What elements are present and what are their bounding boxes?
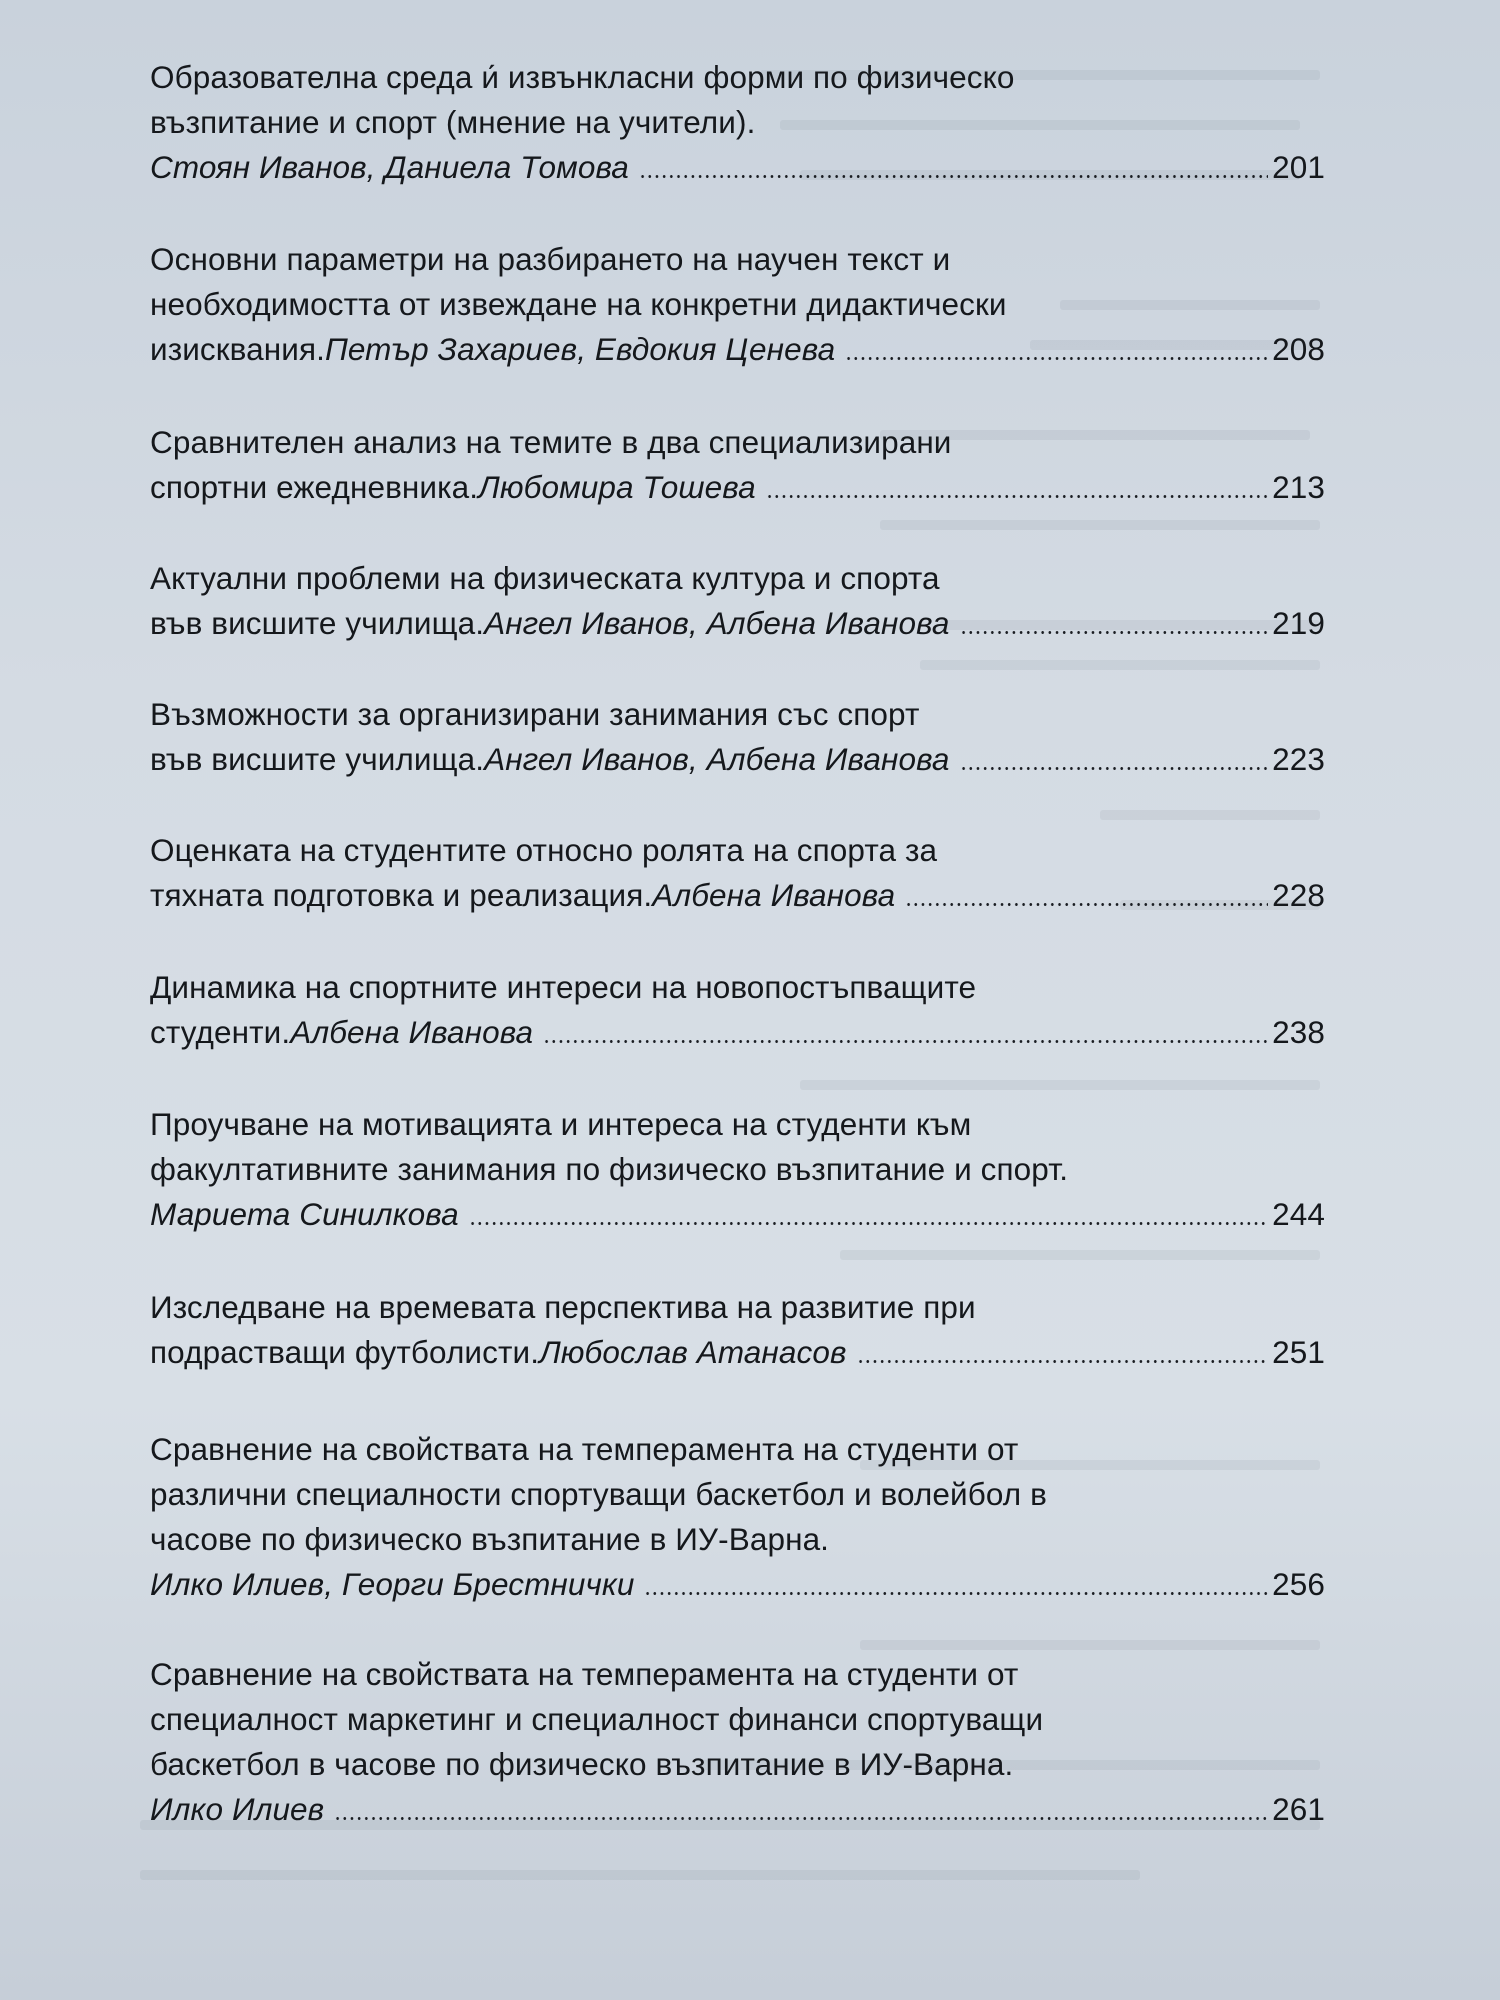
entry-authors: Любомира Тошева (478, 469, 756, 505)
toc-entry (150, 1285, 1325, 1375)
entry-authors: Илко Илиев, Георги Брестнички (150, 1566, 635, 1602)
entry-title-line: Основни параметри на разбирането на научен текст и (150, 241, 951, 277)
entry-title-lead: тяхната подготовка и реализация. (150, 877, 653, 913)
toc-entry (150, 1102, 1325, 1237)
entry-page-number: 244 (1272, 1196, 1325, 1232)
dot-leader (960, 750, 1269, 770)
entry-authors: Любослав Атанасов (539, 1334, 847, 1370)
entry-title-line: Възможности за организирани занимания със спорт (150, 696, 920, 732)
entry-authors: Мариета Синилкова (150, 1196, 459, 1232)
entry-authors: Стоян Иванов, Даниела Томова (150, 149, 629, 185)
entry-title-line: необходимостта от извеждане на конкретни дидактически (150, 286, 1007, 322)
entry-page-number: 256 (1272, 1566, 1325, 1602)
entry-page-number: 261 (1272, 1791, 1325, 1827)
entry-author-line (150, 1330, 1325, 1375)
entry-author-line (150, 873, 1325, 918)
entry-page-number: 213 (1272, 469, 1325, 505)
toc-entry (150, 965, 1325, 1055)
entry-authors: Ангел Иванов, Албена Иванова (484, 605, 950, 641)
entry-title-line: баскетбол в часове по физическо възпитание в ИУ-Варна. (150, 1746, 1014, 1782)
entry-page-number: 238 (1272, 1014, 1325, 1050)
entry-title-line: Актуални проблеми на физическата култура и спорта (150, 560, 940, 596)
entry-title-line: специалност маркетинг и специалност финанси спортуващи (150, 1701, 1044, 1737)
entry-title-line: Проучване на мотивацията и интереса на студенти към (150, 1106, 972, 1142)
entry-authors: Албена Иванова (652, 877, 896, 913)
entry-title-line: Сравнителен анализ на темите в два специализирани (150, 424, 952, 460)
entry-author-line (150, 327, 1325, 372)
toc-entry (150, 828, 1325, 918)
entry-author-line (150, 1010, 1325, 1055)
entry-page-number: 223 (1272, 741, 1325, 777)
entry-title-line: Образователна среда и́ извънкласни форми по физическо (150, 59, 1015, 95)
toc-entry (150, 556, 1325, 646)
entry-title-line: различни специалности спортуващи баскетбол и волейбол в (150, 1476, 1047, 1512)
entry-title-line: часове по физическо възпитание в ИУ-Варна. (150, 1521, 830, 1557)
dot-leader (639, 158, 1268, 178)
entry-authors: Албена Иванова (290, 1014, 534, 1050)
entry-title-line: Сравнение на свойствата на темперамента на студенти от (150, 1431, 1019, 1467)
dot-leader (469, 1205, 1268, 1225)
entry-page-number: 228 (1272, 877, 1325, 913)
entry-author-line (150, 145, 1325, 190)
entry-authors: Илко Илиев (150, 1791, 325, 1827)
entry-title-lead: студенти. (150, 1014, 291, 1050)
entry-title-line: Сравнение на свойствата на темперамента на студенти от (150, 1656, 1019, 1692)
toc-entry (150, 420, 1325, 510)
entry-title-line: възпитание и спорт (мнение на учители). (150, 104, 756, 140)
entry-title-lead: във висшите училища. (150, 605, 485, 641)
entry-author-line (150, 737, 1325, 782)
entry-authors: Петър Захариев, Евдокия Ценева (324, 331, 836, 367)
entry-title-line: Динамика на спортните интереси на новопостъпващите (150, 969, 977, 1005)
toc-entry (150, 1652, 1325, 1832)
entry-page-number: 208 (1272, 331, 1325, 367)
entry-title-lead: във висшите училища. (150, 741, 485, 777)
entry-page-number: 201 (1272, 149, 1325, 185)
entry-author-line (150, 465, 1325, 510)
dot-leader (905, 886, 1268, 906)
toc-entry (150, 237, 1325, 372)
entry-author-line (150, 601, 1325, 646)
toc-entry (150, 1427, 1325, 1607)
entry-title-lead: изисквания. (150, 331, 325, 367)
entry-title-lead: спортни ежедневника. (150, 469, 479, 505)
entry-author-line (150, 1192, 1325, 1237)
dot-leader (857, 1343, 1269, 1363)
entry-title-line: Изследване на времевата перспектива на развитие при (150, 1289, 976, 1325)
entry-title-line: Оценката на студентите относно ролята на спорта за (150, 832, 938, 868)
dot-leader (960, 614, 1269, 634)
entry-page-number: 251 (1272, 1334, 1325, 1370)
dot-leader (543, 1023, 1268, 1043)
entry-authors: Ангел Иванов, Албена Иванова (484, 741, 950, 777)
toc-entry (150, 692, 1325, 782)
dot-leader (644, 1575, 1268, 1595)
entry-page-number: 219 (1272, 605, 1325, 641)
entry-title-lead: подрастващи футболисти. (150, 1334, 540, 1370)
dot-leader (766, 478, 1268, 498)
dot-leader (334, 1800, 1268, 1820)
entry-author-line (150, 1787, 1325, 1832)
dot-leader (845, 340, 1268, 360)
entry-author-line (150, 1562, 1325, 1607)
toc-entry (150, 55, 1325, 190)
entry-title-line: факултативните занимания по физическо възпитание и спорт. (150, 1151, 1069, 1187)
